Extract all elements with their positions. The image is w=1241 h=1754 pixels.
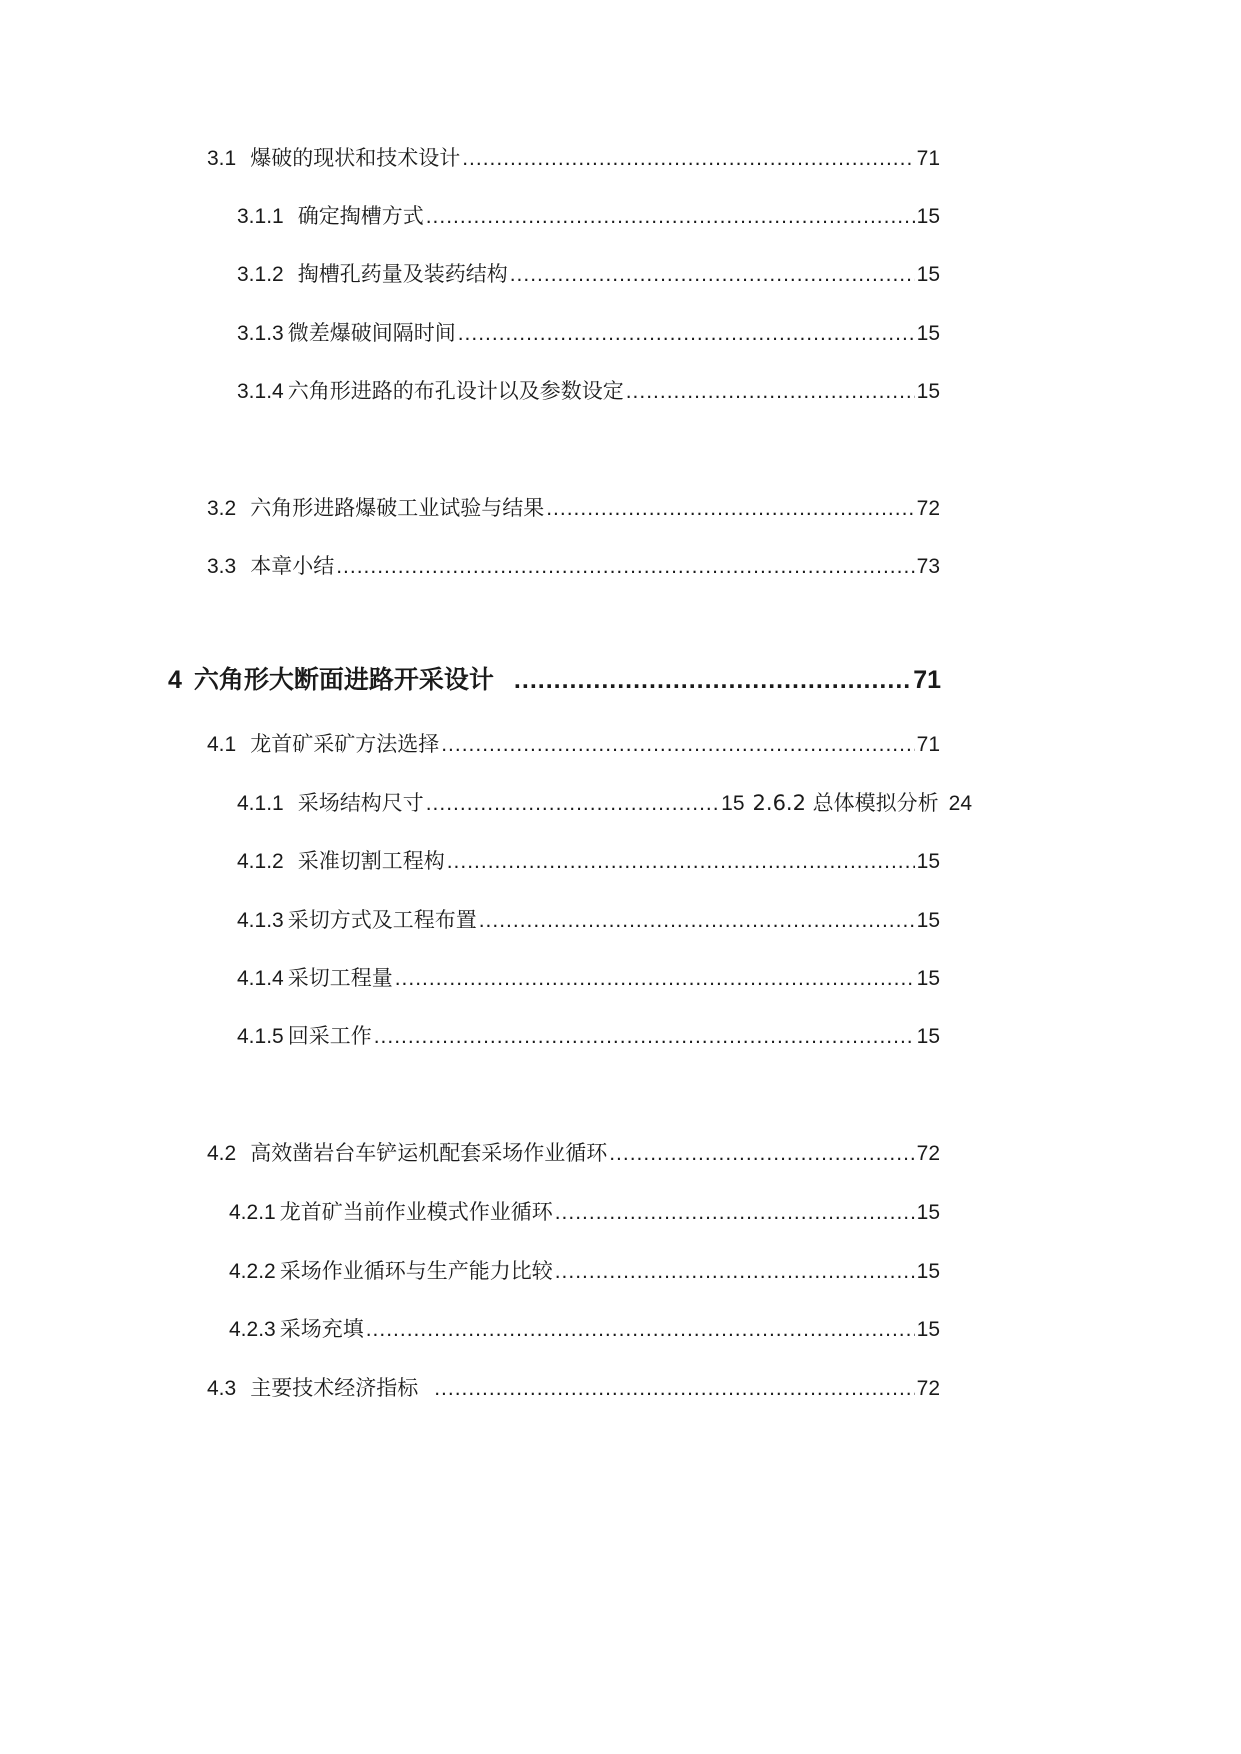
toc-title: 采场结构尺寸	[297, 791, 424, 815]
toc-leader-dots	[546, 498, 914, 519]
toc-entry-3-3[interactable]	[207, 556, 940, 577]
toc-leader-dots	[514, 668, 911, 693]
toc-entry-4-1-4[interactable]	[237, 968, 940, 989]
toc-number: 4.1.4	[237, 967, 284, 990]
toc-leader-dots	[426, 793, 719, 814]
toc-page-number: 71	[916, 733, 940, 756]
toc-number: 3.3	[207, 555, 237, 578]
toc-leader-dots	[374, 1026, 915, 1047]
toc-number: 4.1.1	[237, 792, 284, 815]
toc-entry-3-1-2[interactable]	[237, 264, 940, 285]
toc-leader-dots	[626, 381, 915, 402]
toc-page-number: 15	[916, 850, 940, 873]
toc-entry-4-2-1[interactable]	[229, 1202, 940, 1223]
toc-entry-4-2-3[interactable]	[229, 1319, 940, 1340]
toc-page-number: 15	[916, 263, 940, 286]
toc-leader-dots	[462, 148, 914, 169]
toc-number: 4.2.3	[229, 1318, 276, 1341]
toc-title: 采场充填	[279, 1317, 364, 1341]
toc-page-number: 15	[916, 1260, 940, 1283]
toc-number: 3.1.2	[237, 263, 284, 286]
toc-number: 3.1	[207, 147, 237, 170]
toc-number: 4.2.1	[229, 1201, 276, 1224]
toc-page-number: 73	[916, 555, 940, 578]
toc-leader-dots	[458, 323, 915, 344]
toc-number: 3.1.4	[237, 380, 284, 403]
toc-page-number: 71	[916, 147, 940, 170]
toc-number: 4.2	[207, 1142, 237, 1165]
toc-number: 4.3	[207, 1377, 237, 1400]
toc-number: 4.1	[207, 733, 237, 756]
toc-entry-4-2[interactable]	[207, 1143, 940, 1164]
toc-page-number: 15	[916, 1025, 940, 1048]
toc-entry-3-2[interactable]	[207, 498, 940, 519]
toc-chapter-number: 4	[168, 666, 182, 694]
toc-number: 4.1.5	[237, 1025, 284, 1048]
toc-number: 3.1.3	[237, 322, 284, 345]
toc-entry-4-1-1[interactable]	[237, 793, 972, 814]
toc-title: 六角形进路的布孔设计以及参数设定	[287, 379, 624, 403]
toc-leader-dots	[336, 556, 914, 577]
toc-entry-4-1[interactable]	[207, 734, 940, 755]
toc-page-number: 15	[916, 322, 940, 345]
toc-title: 采切方式及工程布置	[287, 908, 477, 932]
toc-stray-entry-title: 2.6.2 总体模拟分析	[752, 791, 939, 815]
toc-leader-dots	[366, 1319, 915, 1340]
toc-entry-4-1-3[interactable]	[237, 910, 940, 931]
toc-leader-dots	[426, 206, 915, 227]
toc-number: 4.2.2	[229, 1260, 276, 1283]
toc-entry-4-3[interactable]	[207, 1378, 940, 1399]
toc-entry-3-1-3[interactable]	[237, 323, 940, 344]
toc-leader-dots	[395, 968, 915, 989]
toc-page-number: 15	[916, 1201, 940, 1224]
toc-entry-4-2-2[interactable]	[229, 1261, 940, 1282]
toc-chapter-title: 六角形大断面进路开采设计	[193, 665, 494, 694]
toc-title: 高效凿岩台车铲运机配套采场作业循环	[250, 1141, 608, 1165]
toc-page-number: 72	[916, 497, 940, 520]
toc-leader-dots	[555, 1202, 915, 1223]
toc-leader-dots	[609, 1143, 914, 1164]
toc-page-number: 15	[916, 909, 940, 932]
toc-chapter-4[interactable]	[168, 667, 941, 693]
toc-leader-dots	[479, 910, 915, 931]
toc-stray-entry-page: 24	[948, 792, 972, 815]
toc-leader-dots	[510, 264, 915, 285]
toc-page-number: 15	[916, 380, 940, 403]
toc-entry-3-1-4[interactable]	[237, 381, 940, 402]
toc-entry-3-1-1[interactable]	[237, 206, 940, 227]
toc-title: 确定掏槽方式	[297, 204, 424, 228]
toc-title: 微差爆破间隔时间	[287, 321, 456, 345]
toc-page-number: 72	[916, 1142, 940, 1165]
toc-leader-dots	[441, 734, 914, 755]
toc-title: 采切工程量	[287, 966, 393, 990]
toc-page-number: 71	[913, 666, 941, 694]
toc-title: 掏槽孔药量及装药结构	[297, 262, 508, 286]
toc-title: 龙首矿采矿方法选择	[250, 732, 440, 756]
toc-title: 龙首矿当前作业模式作业循环	[279, 1200, 553, 1224]
toc-title: 主要技术经济指标	[250, 1376, 419, 1400]
toc-page-number: 15	[916, 1318, 940, 1341]
toc-leader-dots	[434, 1378, 914, 1399]
toc-entry-3-1[interactable]	[207, 148, 940, 169]
toc-title: 爆破的现状和技术设计	[250, 146, 461, 170]
toc-number: 3.2	[207, 497, 237, 520]
toc-page-number: 72	[916, 1377, 940, 1400]
toc-page-number: 15	[916, 205, 940, 228]
toc-leader-dots	[447, 851, 915, 872]
toc-title: 采场作业循环与生产能力比较	[279, 1259, 553, 1283]
toc-page-number: 15	[721, 792, 745, 815]
toc-page-number: 15	[916, 967, 940, 990]
toc-title: 回采工作	[287, 1024, 372, 1048]
toc-leader-dots	[555, 1261, 915, 1282]
toc-entry-4-1-2[interactable]	[237, 851, 940, 872]
toc-number: 4.1.3	[237, 909, 284, 932]
toc-number: 4.1.2	[237, 850, 284, 873]
toc-title: 六角形进路爆破工业试验与结果	[250, 496, 545, 520]
toc-title: 本章小结	[250, 554, 335, 578]
toc-number: 3.1.1	[237, 205, 284, 228]
toc-entry-4-1-5[interactable]	[237, 1026, 940, 1047]
toc-title: 采准切割工程构	[297, 849, 445, 873]
